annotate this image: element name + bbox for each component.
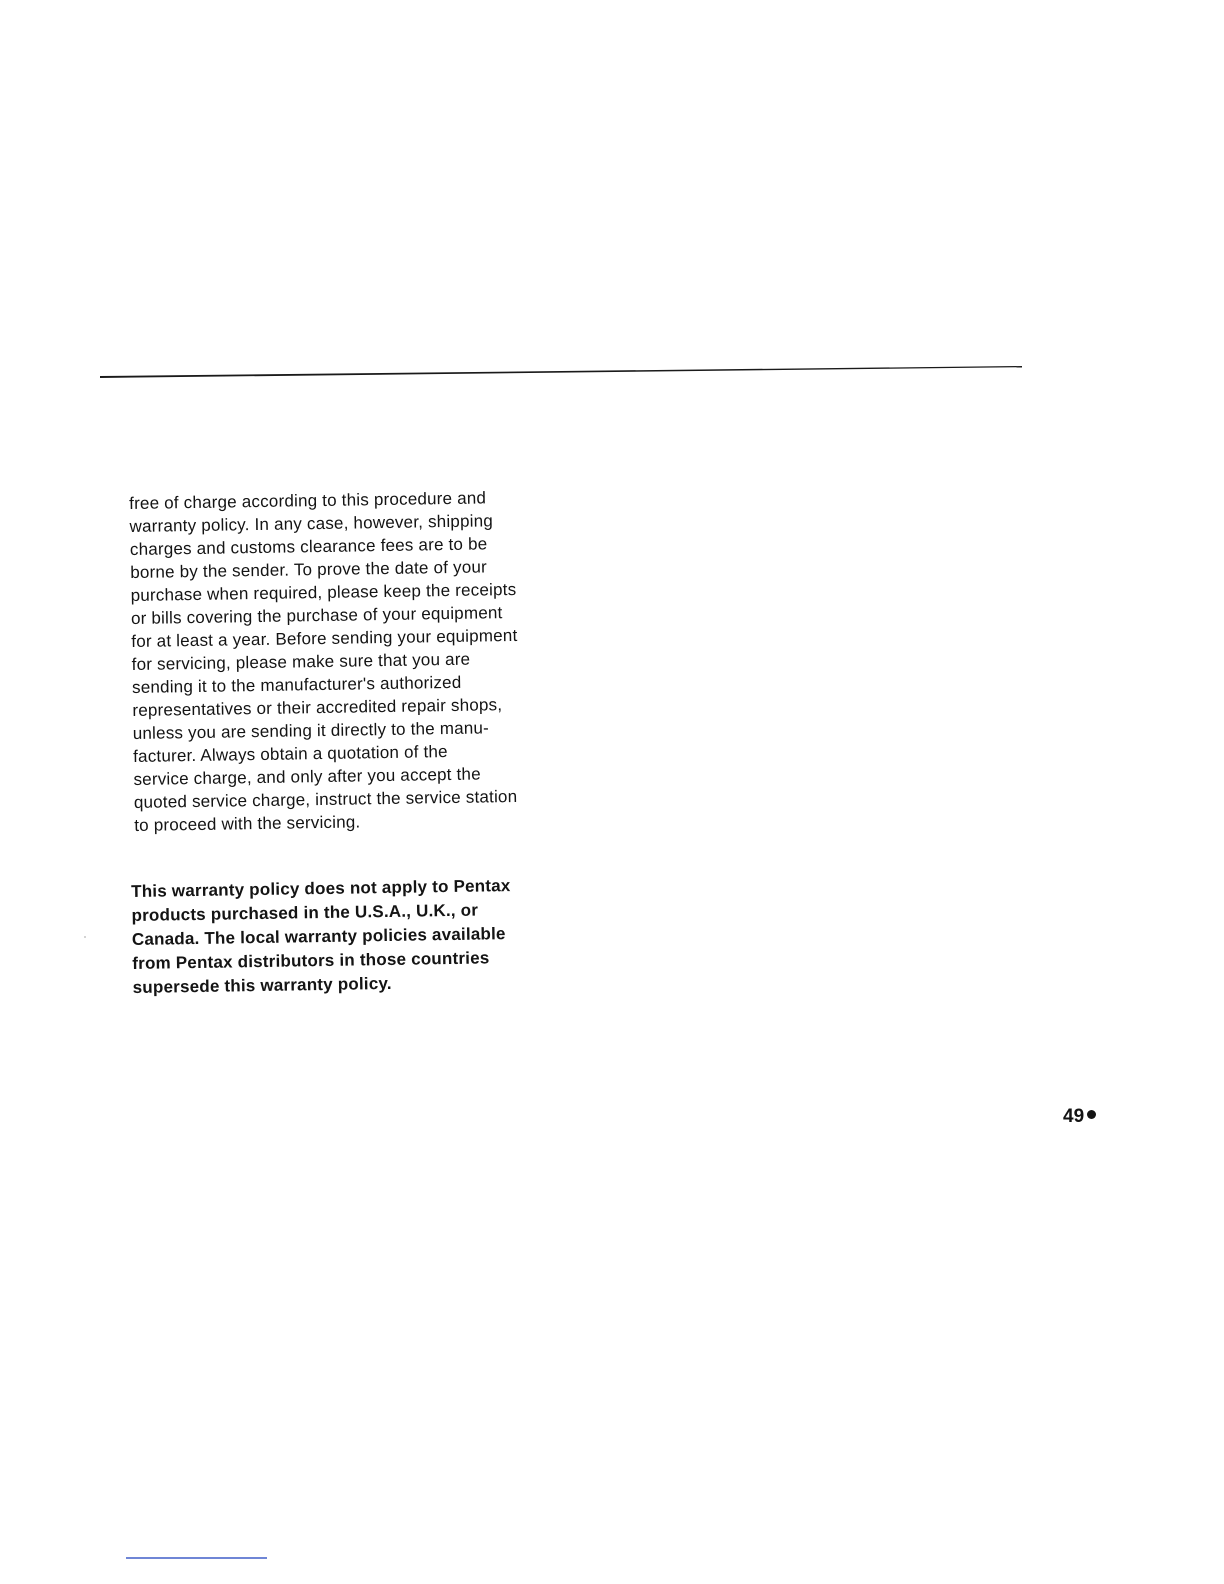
- body-line: representatives or their accredited repair shops,: [132, 695, 503, 720]
- body-line: or bills covering the purchase of your equipment: [130, 603, 503, 628]
- body-line: unless you are sending it directly to the manu-: [132, 718, 490, 743]
- body-line: facturer. Always obtain a quotation of the: [133, 742, 448, 766]
- body-line: to proceed with the servicing.: [134, 812, 361, 835]
- notice-line: products purchased in the U.S.A., U.K., or: [131, 900, 479, 925]
- horizontal-rule-line: [100, 366, 1022, 378]
- notice-line: from Pentax distributors in those countries: [132, 948, 490, 973]
- notice-line: This warranty policy does not apply to Pentax: [131, 876, 511, 901]
- bullet-dot-icon: [1087, 1110, 1096, 1119]
- bottom-edge-mark: [126, 1557, 267, 1559]
- body-line: purchase when required, please keep the receipts: [130, 579, 517, 605]
- body-line: quoted service charge, instruct the service station: [133, 786, 518, 812]
- horizontal-rule: [100, 366, 1022, 378]
- warranty-notice-paragraph: [131, 873, 593, 1000]
- body-line: service charge, and only after you accept the: [133, 764, 481, 789]
- notice-line: Canada. The local warranty policies available: [131, 924, 506, 949]
- body-line: warranty policy. In any case, however, shipping: [129, 511, 494, 536]
- body-line: sending it to the manufacturer's authorized: [131, 672, 462, 697]
- body-line: borne by the sender. To prove the date of your: [130, 557, 488, 582]
- scan-speck: [84, 936, 86, 938]
- body-line: for servicing, please make sure that you are: [131, 649, 471, 674]
- body-line: charges and customs clearance fees are to be: [129, 534, 488, 559]
- body-line: for at least a year. Before sending your equipment: [131, 625, 518, 651]
- body-line: free of charge according to this procedure and: [129, 488, 487, 513]
- rule-shape: [100, 366, 1022, 378]
- warranty-body-paragraph: [129, 484, 614, 836]
- page-number-text: 49: [1063, 1106, 1085, 1127]
- notice-line: supersede this warranty policy.: [132, 973, 392, 997]
- page-number: [1063, 1106, 1096, 1128]
